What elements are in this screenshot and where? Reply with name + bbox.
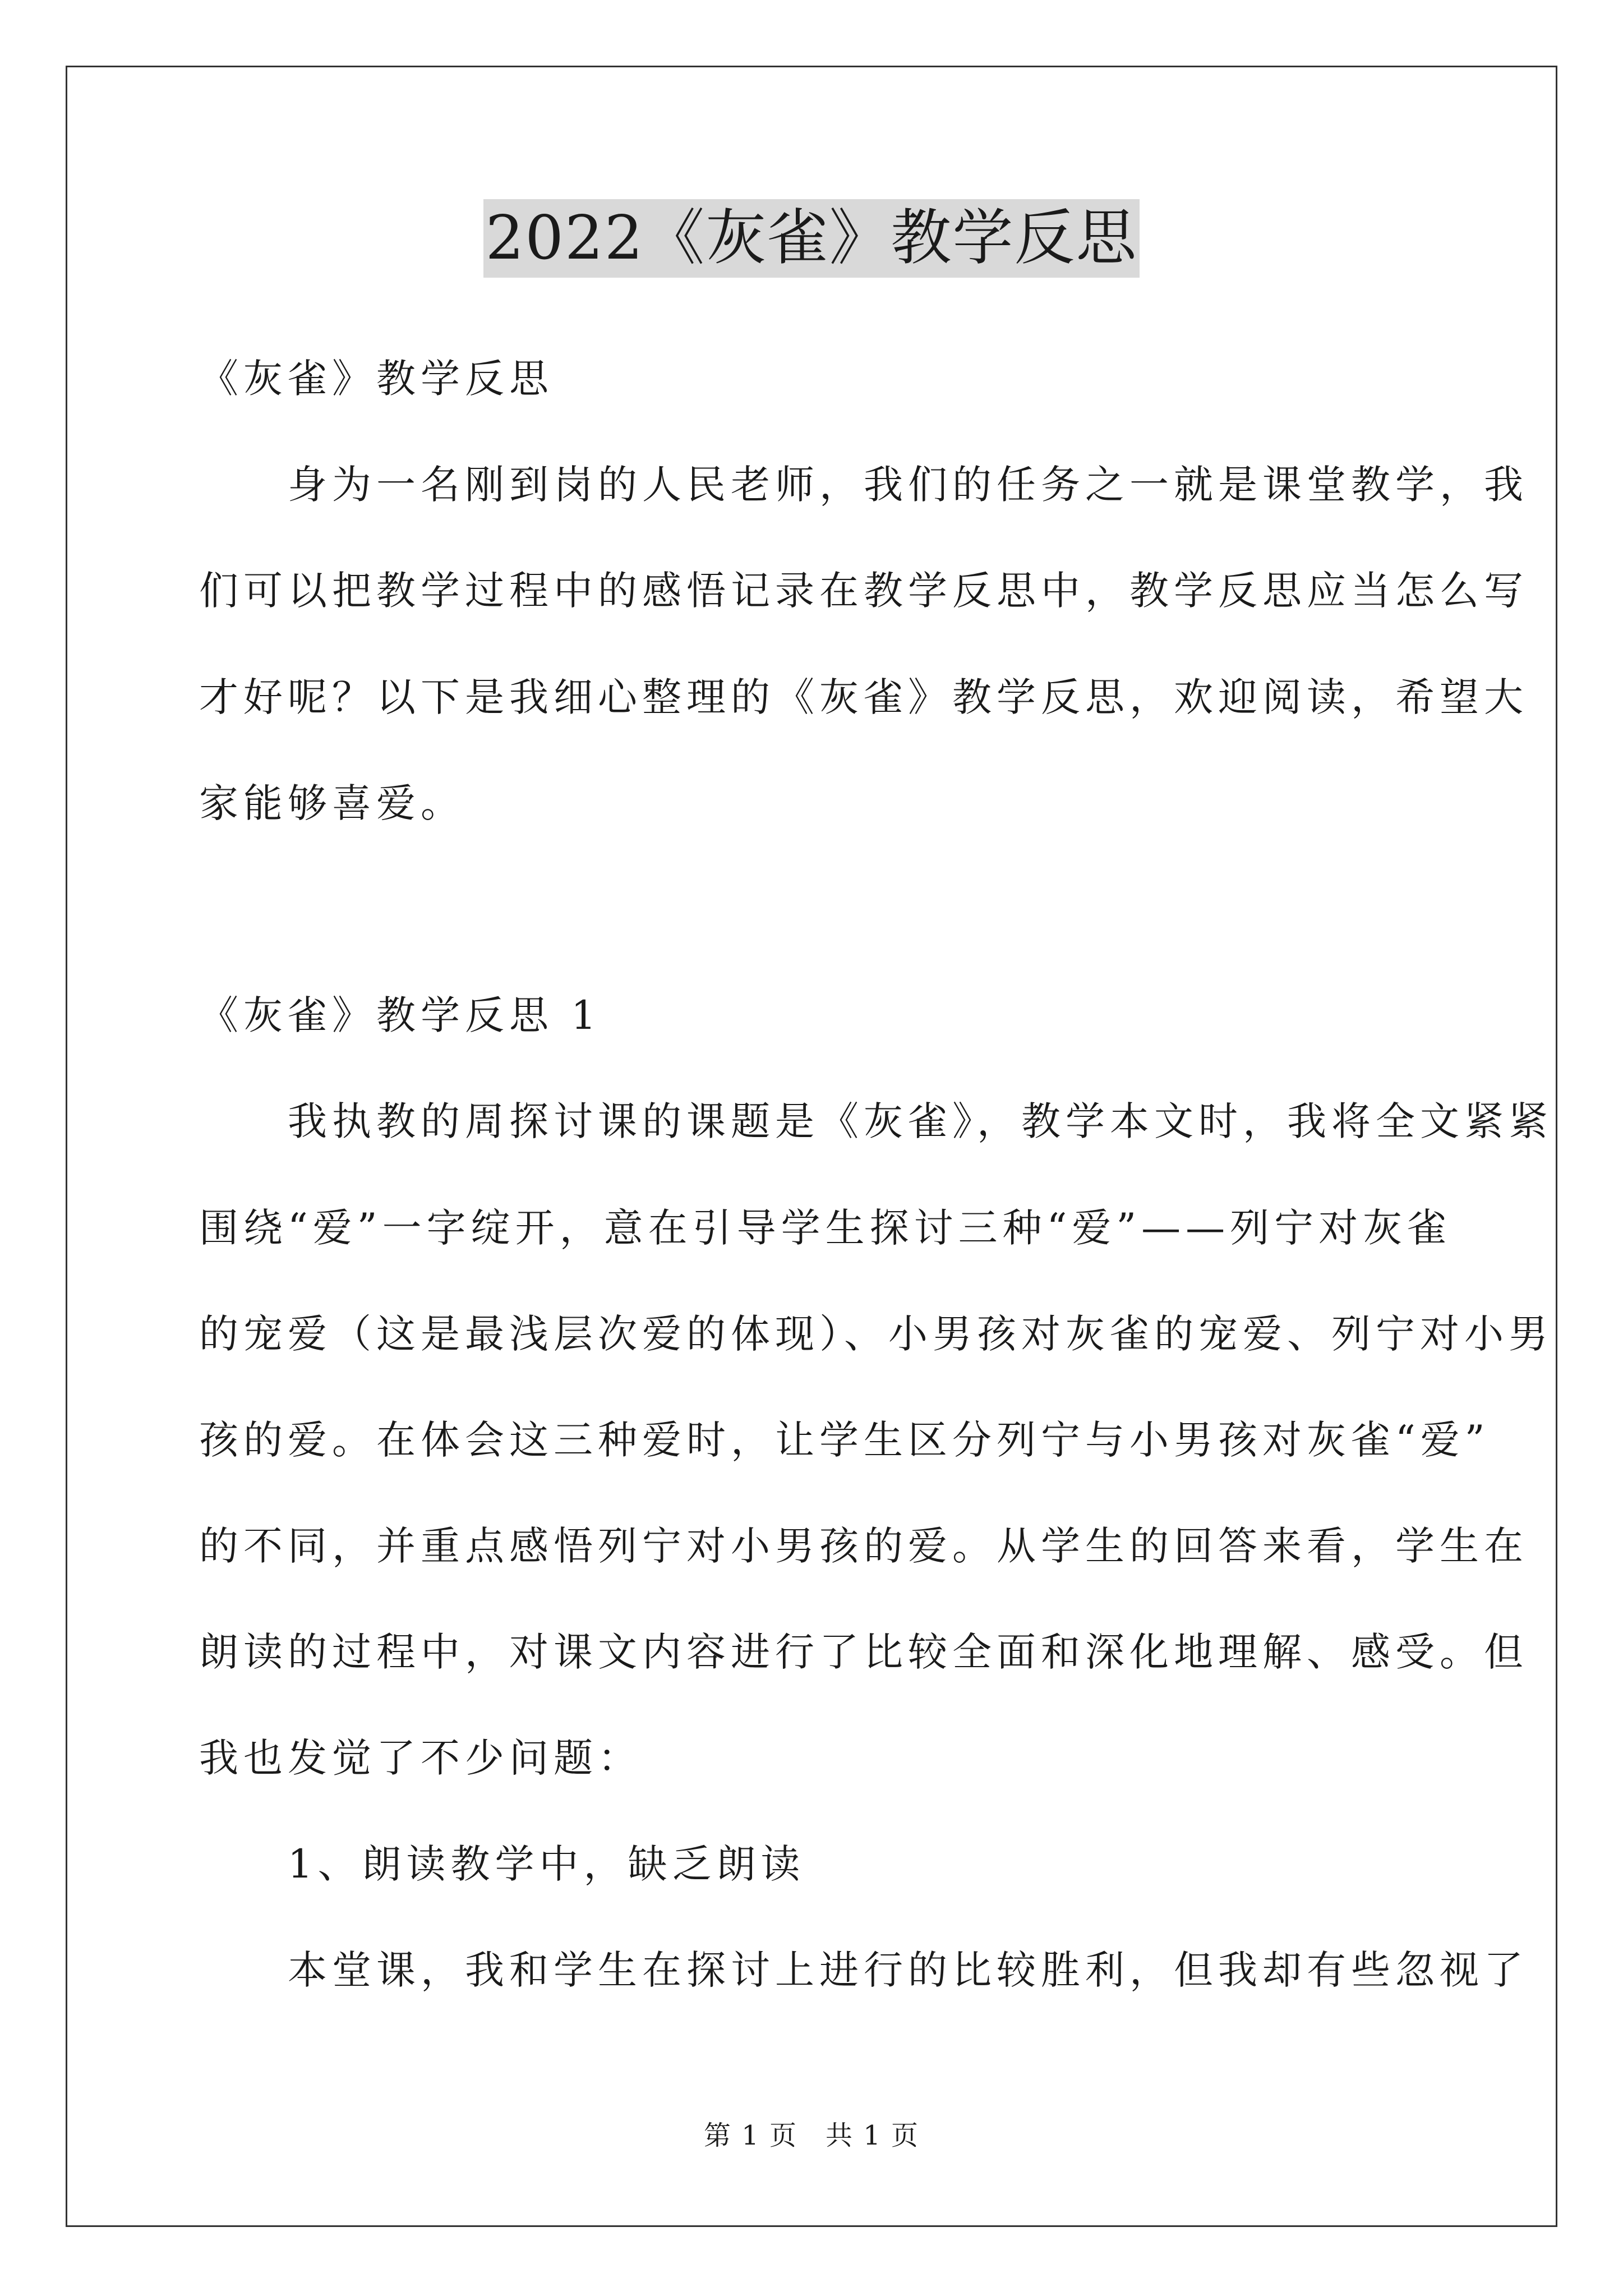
paragraph-line: 我也发觉了不少问题： [199, 1735, 642, 1781]
paragraph-line: 身为一名刚到岗的人民老师，我们的任务之一就是课堂教学，我 [199, 462, 1528, 508]
list-item: 1、朗读教学中，缺乏朗读 [199, 1841, 805, 1887]
paragraph-line: 朗读的过程中，对课文内容进行了比较全面和深化地理解、感受。但 [199, 1629, 1528, 1675]
paragraph-line: 家能够喜爱。 [199, 780, 465, 826]
paragraph-line: 的宠爱（这是最浅层次爱的体现）、小男孩对灰雀的宠爱、列宁对小男 [199, 1311, 1553, 1357]
paragraph-line: 的不同，并重点感悟列宁对小男孩的爱。从学生的回答来看，学生在 [199, 1523, 1528, 1569]
paragraph-line: 我执教的周探讨课的课题是《灰雀》，教学本文时，我将全文紧紧 [199, 1098, 1553, 1144]
paragraph-line: 本堂课，我和学生在探讨上进行的比较胜利，但我却有些忽视了 [199, 1947, 1528, 1993]
title-container [0, 199, 1623, 278]
page-footer: 第 1 页 共 1 页 [703, 2120, 920, 2151]
paragraph-line: 才好呢？以下是我细心整理的《灰雀》教学反思，欢迎阅读，希望大 [199, 674, 1528, 720]
paragraph-line: 围绕“爱”一字绽开，意在引导学生探讨三种“爱”——列宁对灰雀 [199, 1205, 1452, 1251]
paragraph-line: 孩的爱。在体会这三种爱时，让学生区分列宁与小男孩对灰雀“爱” [199, 1417, 1490, 1463]
paragraph-line: 们可以把教学过程中的感悟记录在教学反思中，教学反思应当怎么写 [199, 568, 1528, 614]
heading-section-1: 《灰雀》教学反思 1 [199, 992, 601, 1038]
document-title: 2022《灰雀》教学反思 [483, 199, 1140, 278]
heading-intro: 《灰雀》教学反思 [199, 356, 554, 402]
